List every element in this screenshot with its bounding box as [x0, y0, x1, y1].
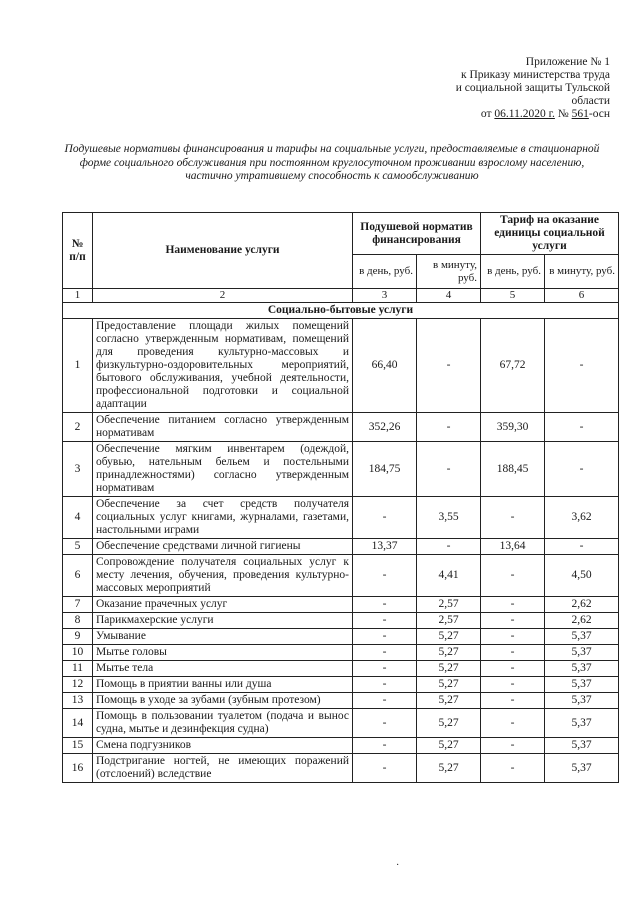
norm-per-min: 5,27 — [417, 629, 481, 645]
norm-per-day: - — [353, 709, 417, 738]
row-number: 9 — [63, 629, 93, 645]
norm-per-min: - — [417, 413, 481, 442]
appendix-order-line — [350, 108, 610, 121]
norm-per-min: - — [417, 442, 481, 497]
tariff-per-min: 4,50 — [545, 555, 619, 597]
tariff-per-min: - — [545, 319, 619, 413]
row-number: 13 — [63, 693, 93, 709]
norm-per-day: - — [353, 613, 417, 629]
norm-per-min: 5,27 — [417, 693, 481, 709]
row-number: 15 — [63, 738, 93, 754]
appendix-line-3: и социальной защиты Тульской — [455, 82, 610, 94]
service-name: Помощь в пользовании туалетом (подача и вынос судна, мытье и дезинфекция судна) — [93, 709, 353, 738]
row-number: 7 — [63, 597, 93, 613]
section-row — [63, 303, 619, 319]
norm-per-day: 66,40 — [353, 319, 417, 413]
appendix-line-4: области — [571, 95, 610, 107]
norm-per-min: 4,41 — [417, 555, 481, 597]
table-row — [63, 539, 619, 555]
table-row — [63, 555, 619, 597]
column-number: 1 — [63, 289, 93, 303]
tariff-per-day: - — [481, 709, 545, 738]
norm-per-min: 5,27 — [417, 738, 481, 754]
header-tariff-per-day: в день, руб. — [481, 255, 545, 289]
norm-per-day: - — [353, 661, 417, 677]
column-number: 5 — [481, 289, 545, 303]
norm-per-day: - — [353, 497, 417, 539]
row-number: 12 — [63, 677, 93, 693]
norm-per-min: 2,57 — [417, 613, 481, 629]
service-name: Обеспечение питанием согласно утвержденным нормативам — [93, 413, 353, 442]
column-number: 4 — [417, 289, 481, 303]
norm-per-min: 5,27 — [417, 645, 481, 661]
service-name: Обеспечение за счет средств получателя социальных услуг книгами, журналами, газетами, настольными играми — [93, 497, 353, 539]
norm-per-day: - — [353, 597, 417, 613]
norm-per-min: 3,55 — [417, 497, 481, 539]
row-number: 16 — [63, 754, 93, 783]
table-row — [63, 629, 619, 645]
table-row — [63, 597, 619, 613]
service-name: Предоставление площади жилых помещений согласно утвержденным нормативам, помещений для проведения культурно-массовых и физкультурно-оздоровительных мероприятий, бытового обслуживания, учебной деятельности, профессиональной подготовки и социальной адаптации — [93, 319, 353, 413]
row-number: 4 — [63, 497, 93, 539]
service-name: Помощь в приятии ванны или душа — [93, 677, 353, 693]
norm-per-day: - — [353, 555, 417, 597]
tariff-per-min: 5,37 — [545, 693, 619, 709]
table-row — [63, 497, 619, 539]
header-name: Наименование услуги — [93, 213, 353, 289]
table-row — [63, 442, 619, 497]
tariff-per-min: 3,62 — [545, 497, 619, 539]
service-name: Мытье тела — [93, 661, 353, 677]
tariff-per-day: - — [481, 645, 545, 661]
tariff-table — [62, 212, 619, 783]
norm-per-day: - — [353, 754, 417, 783]
norm-per-day: - — [353, 629, 417, 645]
norm-per-day: 184,75 — [353, 442, 417, 497]
tariff-per-day: 67,72 — [481, 319, 545, 413]
table-row — [63, 693, 619, 709]
header-norm-per-min: в минуту, руб. — [417, 255, 481, 289]
norm-per-day: - — [353, 677, 417, 693]
tariff-per-day: 13,64 — [481, 539, 545, 555]
tariff-per-min: 2,62 — [545, 613, 619, 629]
column-number-row — [63, 289, 619, 303]
service-name: Умывание — [93, 629, 353, 645]
service-name: Смена подгузников — [93, 738, 353, 754]
service-name: Подстригание ногтей, не имеющих поражений (отслоений) вследствие — [93, 754, 353, 783]
table-row — [63, 709, 619, 738]
service-name: Парикмахерские услуги — [93, 613, 353, 629]
service-name: Помощь в уходе за зубами (зубным протезом) — [93, 693, 353, 709]
header-norm: Подушевой норматив финансирования — [353, 213, 481, 255]
service-name: Оказание прачечных услуг — [93, 597, 353, 613]
tariff-per-day: - — [481, 754, 545, 783]
page-mark: · — [396, 860, 400, 871]
tariff-per-min: - — [545, 413, 619, 442]
appendix-header — [350, 56, 610, 121]
norm-per-day: - — [353, 738, 417, 754]
tariff-per-min: 5,37 — [545, 629, 619, 645]
norm-per-min: 5,27 — [417, 754, 481, 783]
tariff-per-day: 188,45 — [481, 442, 545, 497]
tariff-per-day: - — [481, 661, 545, 677]
service-name: Мытье головы — [93, 645, 353, 661]
tariff-per-min: 5,37 — [545, 754, 619, 783]
row-number: 8 — [63, 613, 93, 629]
tariff-per-min: 5,37 — [545, 738, 619, 754]
appendix-line-1: Приложение № 1 — [525, 56, 610, 68]
row-number: 1 — [63, 319, 93, 413]
norm-per-min: 5,27 — [417, 661, 481, 677]
row-number: 3 — [63, 442, 93, 497]
row-number: 2 — [63, 413, 93, 442]
column-number: 2 — [93, 289, 353, 303]
table-row — [63, 319, 619, 413]
table-row — [63, 754, 619, 783]
tariff-per-day: - — [481, 693, 545, 709]
norm-per-min: - — [417, 319, 481, 413]
row-number: 14 — [63, 709, 93, 738]
row-number: 6 — [63, 555, 93, 597]
tariff-per-min: - — [545, 442, 619, 497]
tariff-per-day: - — [481, 629, 545, 645]
appendix-suffix: -осн — [588, 108, 610, 120]
header-tariff: Тариф на оказание единицы социальной услуги — [481, 213, 619, 255]
norm-per-min: - — [417, 539, 481, 555]
norm-per-day: 352,26 — [353, 413, 417, 442]
appendix-number: 561 — [571, 108, 589, 120]
table-row — [63, 738, 619, 754]
header-tariff-per-min: в минуту, руб. — [545, 255, 619, 289]
tariff-per-min: 5,37 — [545, 645, 619, 661]
norm-per-day: - — [353, 645, 417, 661]
row-number: 11 — [63, 661, 93, 677]
norm-per-min: 5,27 — [417, 677, 481, 693]
row-number: 10 — [63, 645, 93, 661]
tariff-per-day: - — [481, 677, 545, 693]
tariff-per-day: - — [481, 555, 545, 597]
norm-per-min: 5,27 — [417, 709, 481, 738]
tariff-per-min: - — [545, 539, 619, 555]
service-name: Сопровождение получателя социальных услуг к месту лечения, обучения, проведения культурно-массовых мероприятий — [93, 555, 353, 597]
header-norm-per-day: в день, руб. — [353, 255, 417, 289]
table-row — [63, 613, 619, 629]
tariff-per-min: 5,37 — [545, 709, 619, 738]
row-number: 5 — [63, 539, 93, 555]
tariff-per-day: 359,30 — [481, 413, 545, 442]
norm-per-day: 13,37 — [353, 539, 417, 555]
appendix-line-2: к Приказу министерства труда — [461, 69, 610, 81]
tariff-per-day: - — [481, 597, 545, 613]
table-row — [63, 413, 619, 442]
column-number: 3 — [353, 289, 417, 303]
document-title: Подушевые нормативы финансирования и тарифы на социальные услуги, предоставляемые в стационарной форме социального обслуживания при постоянном круглосуточном проживании взрослому населению, частично утратившему способность к самообслуживанию — [64, 143, 600, 182]
tariff-per-min: 5,37 — [545, 661, 619, 677]
tariff-per-day: - — [481, 497, 545, 539]
appendix-number-sign: № — [557, 108, 569, 120]
appendix-date: 06.11.2020 г. — [494, 108, 555, 120]
table-row — [63, 661, 619, 677]
norm-per-day: - — [353, 693, 417, 709]
appendix-from: от — [480, 108, 492, 120]
section-title: Социально-бытовые услуги — [63, 303, 619, 319]
header-num: № п/п — [63, 213, 93, 289]
norm-per-min: 2,57 — [417, 597, 481, 613]
column-number: 6 — [545, 289, 619, 303]
service-name: Обеспечение средствами личной гигиены — [93, 539, 353, 555]
table-row — [63, 645, 619, 661]
tariff-per-min: 2,62 — [545, 597, 619, 613]
tariff-per-day: - — [481, 738, 545, 754]
tariff-per-day: - — [481, 613, 545, 629]
table-row — [63, 677, 619, 693]
service-name: Обеспечение мягким инвентарем (одеждой, обувью, нательным бельем и постельными принадлежностями) согласно утвержденным нормативам — [93, 442, 353, 497]
tariff-per-min: 5,37 — [545, 677, 619, 693]
